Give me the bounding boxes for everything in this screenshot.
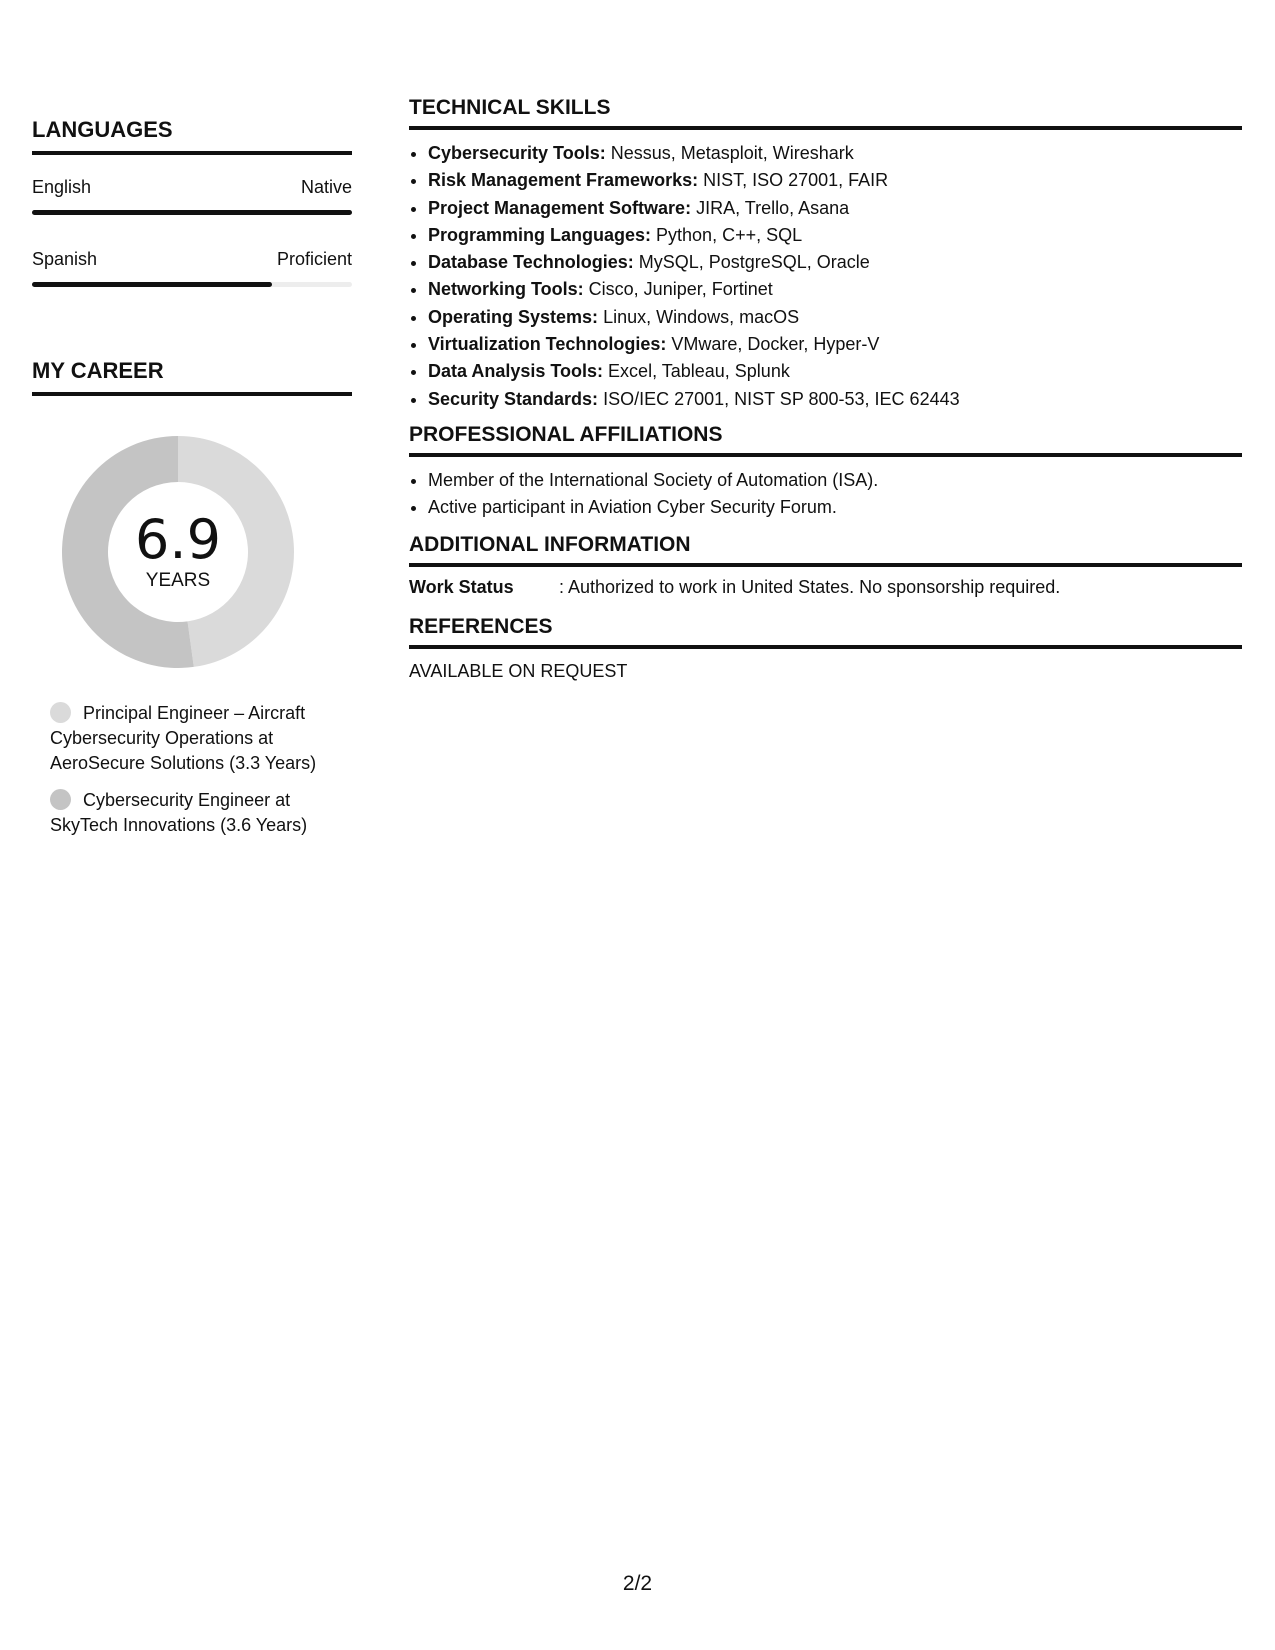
language-proficiency-fill <box>32 282 272 287</box>
legend-dot <box>50 789 71 810</box>
skill-item <box>428 358 1242 385</box>
career-legend-item <box>50 701 340 776</box>
affiliation-item: • Active participant in Aviation Cyber Security Forum. <box>428 494 1242 521</box>
technical-skills-section <box>409 96 1242 413</box>
skill-value: Python, C++, SQL <box>651 224 803 245</box>
skill-item <box>428 167 1242 194</box>
career-legend <box>50 701 340 838</box>
language-proficiency-fill <box>32 210 352 215</box>
section-title: TECHNICAL SKILLS <box>409 96 611 119</box>
language-item <box>32 249 352 287</box>
skill-label: Programming Languages: <box>428 224 652 245</box>
skill-value: Linux, Windows, macOS <box>598 306 800 327</box>
legend-dot <box>50 702 71 723</box>
affiliation-item: • Member of the International Society of Automation (ISA). <box>428 467 1242 494</box>
skill-value: Excel, Tableau, Splunk <box>603 361 790 382</box>
skill-item <box>428 276 1242 303</box>
career-job-label: Cybersecurity Engineer at SkyTech Innovations (3.6 Years) <box>50 790 308 835</box>
donut-center <box>55 429 301 675</box>
work-status-row <box>409 577 1242 598</box>
skill-label: Cybersecurity Tools: <box>428 143 606 163</box>
section-divider <box>409 645 1242 649</box>
language-name: English <box>32 177 92 197</box>
page-number: 2/2 <box>622 1572 653 1595</box>
language-level: Native <box>300 177 352 197</box>
skill-value: Nessus, Metasploit, Wireshark <box>605 143 854 163</box>
skill-value: Cisco, Juniper, Fortinet <box>583 279 773 300</box>
skill-item <box>428 222 1242 249</box>
career-total-years: 6.9 <box>135 508 221 571</box>
career-legend-item <box>50 788 340 838</box>
work-status-value: : Authorized to work in United States. No sponsorship required. <box>559 577 1061 597</box>
skill-item <box>428 249 1242 276</box>
skill-label: Risk Management Frameworks: <box>428 170 699 191</box>
skill-value: MySQL, PostgreSQL, Oracle <box>633 252 870 273</box>
references-text: AVAILABLE ON REQUEST <box>409 661 628 681</box>
career-job-label: Principal Engineer – Aircraft Cybersecurity Operations at AeroSecure Solutions (3.3 Years) <box>50 703 317 773</box>
language-proficiency-bar <box>32 210 352 215</box>
language-name: Spanish <box>32 249 98 269</box>
skill-item <box>428 386 1242 413</box>
section-divider <box>409 126 1242 130</box>
career-years-unit: YEARS <box>145 570 211 591</box>
additional-info-section <box>409 533 1242 598</box>
section-divider <box>409 563 1242 567</box>
section-title: MY CAREER <box>32 358 164 383</box>
skill-value: NIST, ISO 27001, FAIR <box>698 170 889 191</box>
language-list <box>32 177 352 287</box>
section-divider <box>32 151 352 155</box>
skill-label: Project Management Software: <box>428 197 692 218</box>
language-item <box>32 177 352 215</box>
skill-value: ISO/IEC 27001, NIST SP 800-53, IEC 62443 <box>598 388 960 409</box>
section-title: PROFESSIONAL AFFILIATIONS <box>409 423 723 446</box>
skill-label: Data Analysis Tools: <box>428 361 604 382</box>
section-title: LANGUAGES <box>32 117 173 142</box>
affiliations-list <box>409 467 1242 522</box>
skill-item <box>428 331 1242 358</box>
skill-item <box>428 140 1242 167</box>
references-section <box>409 615 1242 682</box>
language-level: Proficient <box>276 249 352 269</box>
career-section <box>32 358 352 850</box>
skills-list <box>409 140 1242 413</box>
affiliations-section <box>409 423 1242 522</box>
career-donut-chart <box>55 429 301 675</box>
skill-label: Networking Tools: <box>428 279 584 300</box>
skill-value: JIRA, Trello, Asana <box>691 197 850 218</box>
section-title: ADDITIONAL INFORMATION <box>409 533 691 556</box>
skill-item <box>428 304 1242 331</box>
section-title: REFERENCES <box>409 615 553 638</box>
skill-value: VMware, Docker, Hyper-V <box>666 334 880 355</box>
skill-label: Virtualization Technologies: <box>428 334 667 355</box>
section-divider <box>409 453 1242 457</box>
work-status-label: Work Status <box>409 577 514 597</box>
languages-section <box>32 117 352 321</box>
section-divider <box>32 392 352 396</box>
skill-label: Security Standards: <box>428 388 599 409</box>
language-proficiency-bar <box>32 282 352 287</box>
skill-label: Database Technologies: <box>428 252 634 273</box>
skill-label: Operating Systems: <box>428 306 599 327</box>
skill-item <box>428 195 1242 222</box>
